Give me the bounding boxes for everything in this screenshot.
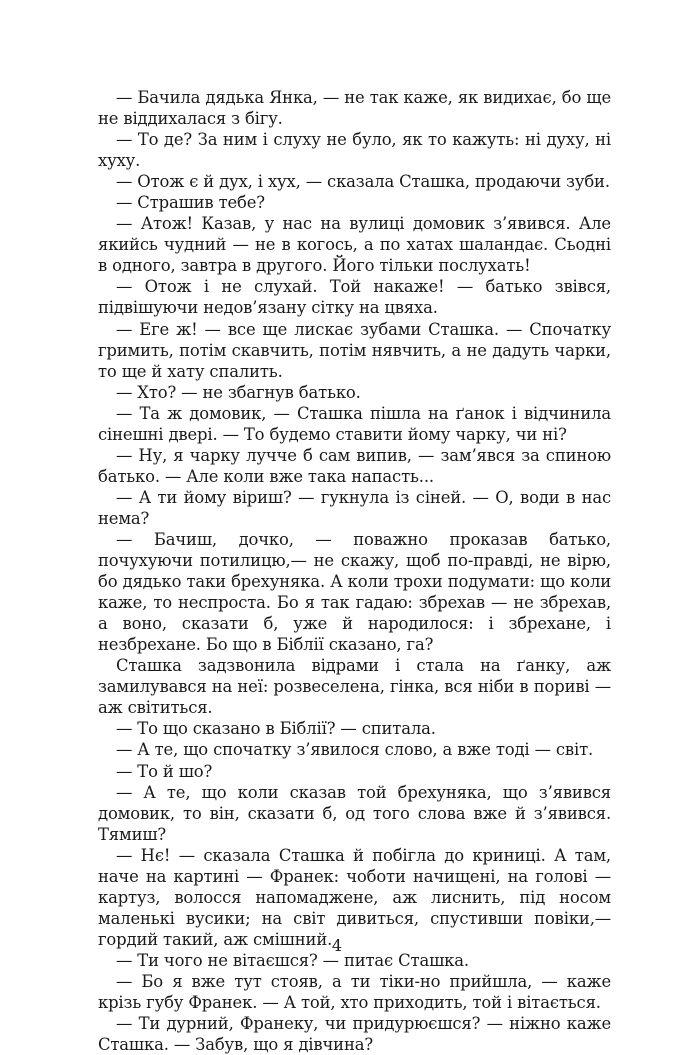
paragraph: — Ти чого не вітаєшся? — питає Сташка.	[116, 950, 469, 970]
paragraph: — Нє! — сказала Сташка й побігла до криниці. А там, наче на картині — Франек: чоботи начищені, на голові — картуз, волосся напомаджене, аж лиснить, під носом маленькі вусики; на світ дивиться, спустивши повіки,— гордий такий, аж смішний.	[98, 845, 611, 949]
paragraph: — Ти дурний, Франеку, чи придурюєшся? — ніжно каже Сташка. — Забув, що я дівчина?	[98, 1014, 611, 1055]
paragraph: — Та ж домовик, — Сташка пішла на ґанок і відчинила сінешні двері. — То будемо ставити йому чарку, чи ні?	[98, 403, 611, 444]
page-body-text	[98, 87, 611, 1055]
paragraph: — Бачиш, дочко, — поважно проказав батько, почухуючи потилицю,— не скажу, щоб по-правді, не вірю, бо дядько таки брехуняка. А коли трохи подумати: що коли каже, то неспроста. Бо я так гадаю: збрехав — не збрехав, а воно, сказати б, уже й народилося: і збрехане, і незбрехане. Бо що в Біблії сказано, га?	[98, 529, 611, 655]
paragraph: — То де? За ним і слуху не було, як то кажуть: ні духу, ні хуху.	[98, 130, 611, 171]
paragraph: — То й шо?	[116, 761, 213, 781]
paragraph: — То що сказано в Біблії? — спитала.	[116, 719, 436, 739]
paragraph: — А те, що коли сказав той брехуняка, що з’явився домовик, то він, сказати б, од того слова вже й з’явився. Тямиш?	[98, 782, 611, 844]
paragraph: — Бо я вже тут стояв, а ти тіки-но прийшла, — каже крізь губу Франек. — А той, хто приходить, той і вітається.	[98, 971, 611, 1013]
paragraph: — А те, що спочатку з’явилося слово, а вже тоді — світ.	[116, 740, 594, 760]
paragraph: — Атож! Казав, у нас на вулиці домовик з’явився. Але якийсь чудний — не в когось, а по хатах шаландає. Сьодні в одного, завтра в другого. Його тільки послухать!	[98, 214, 611, 276]
paragraph: — Бачила дядька Янка, — не так каже, як видихає, бо ще не віддихалася з бігу.	[98, 88, 611, 129]
paragraph: — Еге ж! — все ще лискає зубами Сташка. — Спочатку гримить, потім скавчить, потім нявчить, а не дадуть чарки, то ще й хату спалить.	[98, 319, 611, 381]
paragraph: — Хто? — не збагнув батько.	[116, 382, 361, 402]
paragraph: — Отож і не слухай. Той накаже! — батько звівся, підвішуючи недов’язану сітку на цвяха.	[98, 277, 611, 318]
paragraph: — Страшив тебе?	[116, 193, 265, 213]
paragraph: — Отож є й дух, і хух, — сказала Сташка, продаючи зуби.	[116, 172, 610, 192]
paragraph: — А ти йому віриш? — гукнула із сіней. — О, води в нас нема?	[98, 487, 611, 528]
paragraph: — Ну, я чарку лучче б сам випив, — зам’явся за спиною батько. — Але коли вже така напасть...	[98, 445, 611, 486]
paragraph: Сташка задзвонила відрами і стала на ґанку, аж замилувався на неї: розвеселена, гінка, вся ніби в пориві — аж світиться.	[98, 656, 611, 718]
page-number: 4	[331, 936, 343, 955]
